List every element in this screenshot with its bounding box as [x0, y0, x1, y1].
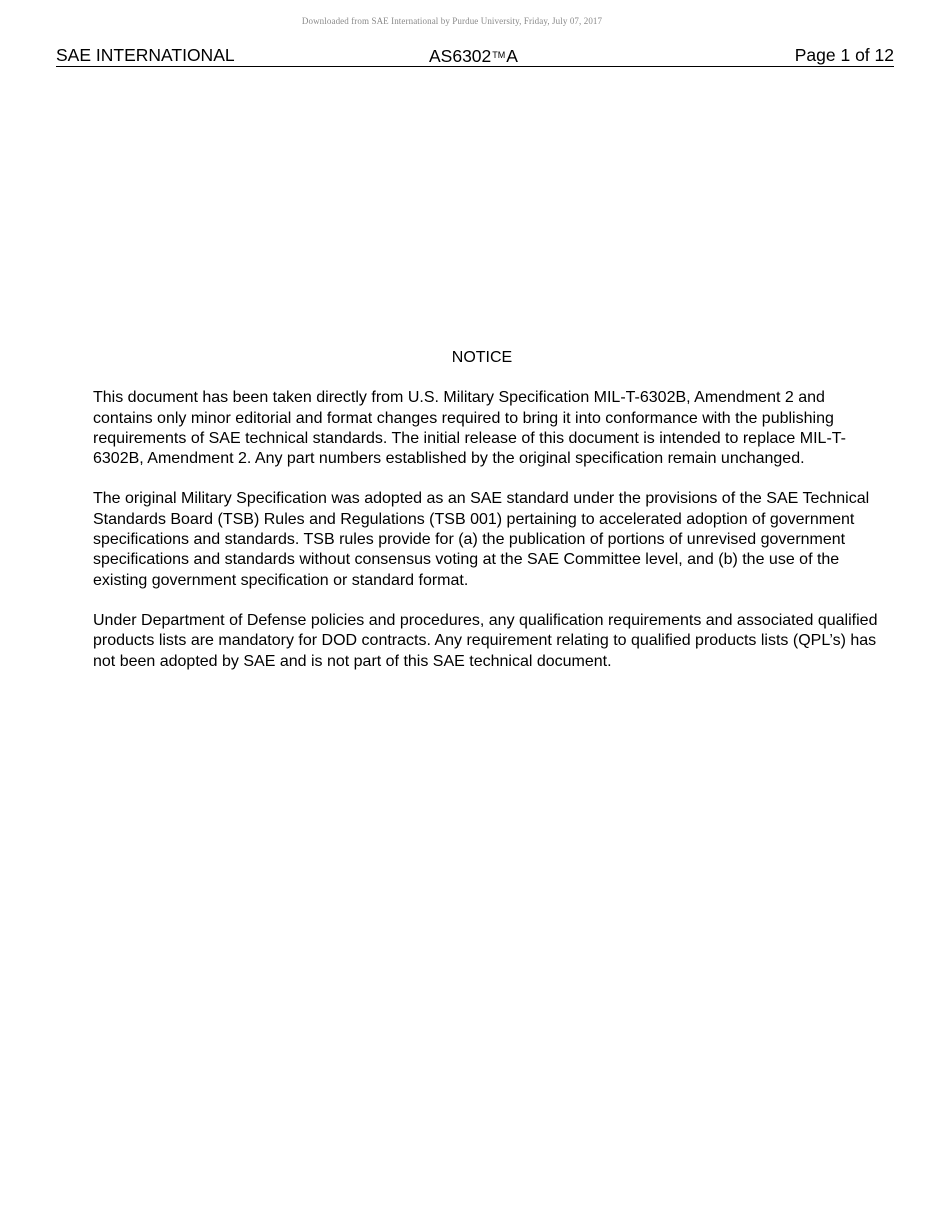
download-watermark: Downloaded from SAE International by Purdue University, Friday, July 07, 2017 — [301, 16, 603, 26]
notice-paragraph-2: The original Military Specification was adopted as an SAE standard under the provisions of the SAE Technical Standards Board (TSB) Rules and Regulations (TSB 001) pertaining to accelerated adoption of government specifications and standards. TSB rules provide for (a) the publication of portions of unrevised government specifications and standards without consensus voting at the SAE Committee level, and (b) the use of the existing government specification or standard format. — [93, 490, 870, 589]
document-number-suffix: A — [506, 46, 518, 66]
document-number-prefix: AS6302 — [429, 46, 492, 66]
notice-paragraph-1: This document has been taken directly from U.S. Military Specification MIL-T-6302B, Amendment 2 and contains only minor editorial and format changes required to bring it into conformance with the publishing requirements of SAE technical standards. The initial release of this document is intended to replace MIL-T-6302B, Amendment 2. Any part numbers established by the original specification remain unchanged. — [93, 389, 846, 468]
page-header — [56, 45, 894, 67]
notice-section — [93, 348, 883, 692]
notice-paragraph-3: Under Department of Defense policies and procedures, any qualification requirements and associated qualified products lists are mandatory for DOD contracts. Any requirement relating to qualified products lists (QPL’s) has not been adopted by SAE and is not part of this SAE technical document. — [93, 611, 878, 670]
header-page-number: Page 1 of 12 — [794, 45, 894, 65]
header-document-number — [429, 45, 518, 67]
header-organization: SAE INTERNATIONAL — [56, 45, 235, 65]
notice-title: NOTICE — [451, 349, 513, 366]
trademark-mark: TM — [492, 50, 506, 60]
